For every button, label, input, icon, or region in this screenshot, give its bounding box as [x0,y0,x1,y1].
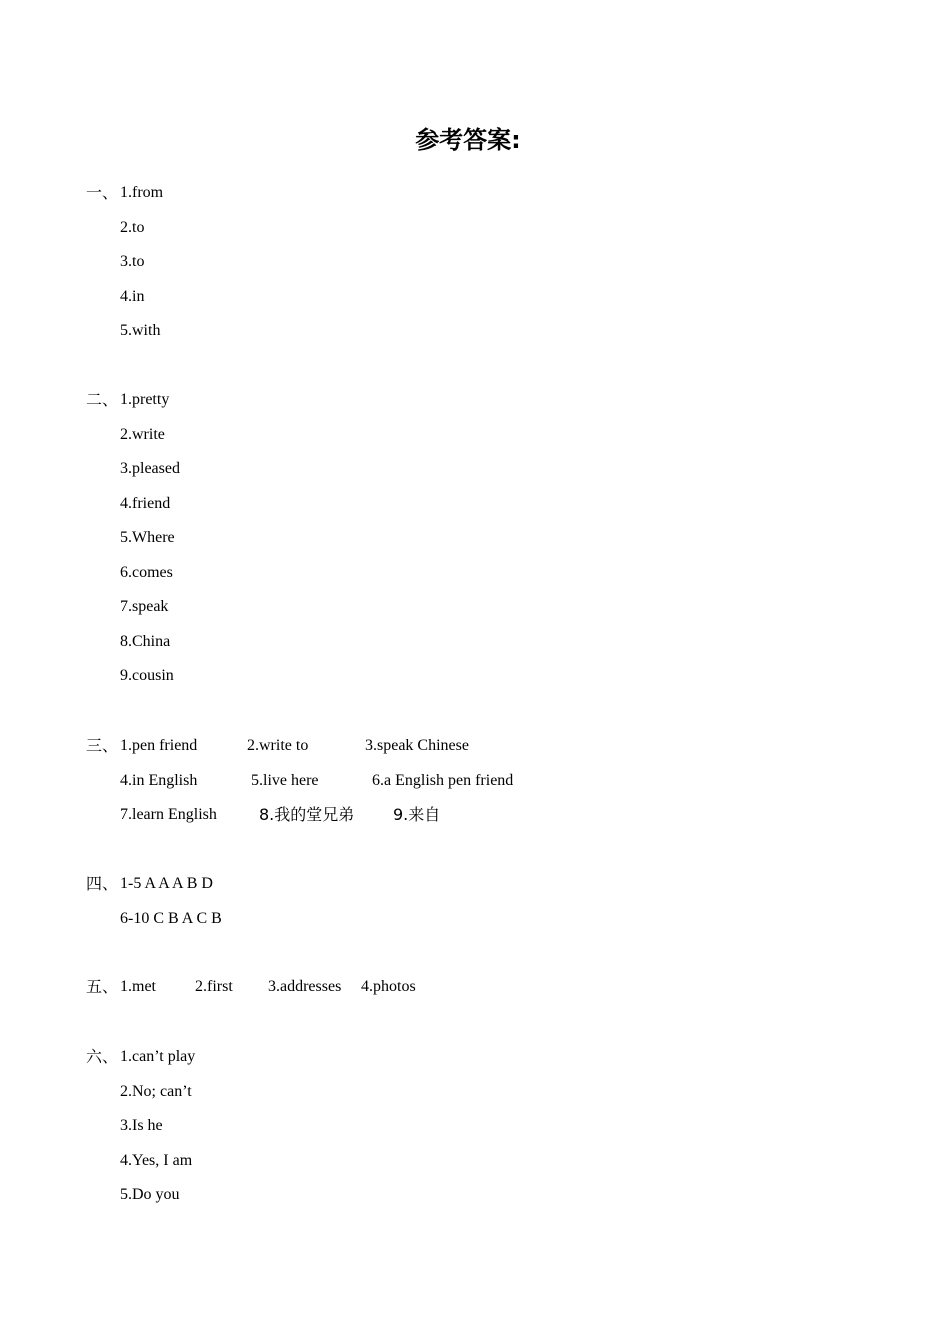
page-title: 参考答案: [415,126,521,154]
answer-text: 2.write to [247,737,309,754]
answer-text: 3.speak Chinese [365,737,469,754]
answer-text: 1.from [120,184,164,201]
section-marker: 一、 [86,183,119,202]
answer-text: 4.Yes, I am [120,1151,193,1169]
answer-text: 7.speak [120,598,169,615]
answer-text: 9.来自 [393,805,441,824]
section-marker: 六、 [86,1047,119,1066]
answer-text: 3.Is he [120,1117,163,1134]
answer-text: 6.a English pen friend [372,771,514,789]
answer-text: 2.write [120,425,165,443]
answer-text: 1.can’t play [120,1048,196,1065]
answer-text: 2.first [195,978,233,995]
answer-text: 5.with [120,322,161,339]
answer-text: 6-10 C B A C B [120,909,222,927]
answer-text: 4.photos [361,978,416,995]
section-marker: 四、 [86,874,119,893]
answer-text: 3.addresses [268,978,342,995]
answer-text: 8.我的堂兄弟 [259,805,355,824]
answer-text: 4.in [120,287,145,305]
answer-text: 4.in English [120,771,198,789]
answer-text: 9.cousin [120,667,174,684]
section-marker: 五、 [86,977,119,996]
answer-text: 3.pleased [120,460,180,477]
answer-text: 5.live here [251,771,319,789]
answer-text: 1-5 A A A B D [120,875,213,892]
answer-text: 3.to [120,253,145,270]
section-marker: 三、 [86,736,119,755]
answer-text: 2.No; can’t [120,1082,192,1100]
answer-text: 5.Do you [120,1186,180,1203]
answer-text: 7.learn English [120,806,217,823]
section-marker: 二、 [86,390,119,409]
answer-text: 8.China [120,632,171,650]
answer-text: 1.met [120,978,156,995]
answer-text: 5.Where [120,529,175,546]
answer-text: 1.pen friend [120,737,198,754]
answer-text: 4.friend [120,494,171,512]
answer-text: 6.comes [120,563,173,581]
answer-text: 2.to [120,218,145,236]
answer-text: 1.pretty [120,391,170,408]
